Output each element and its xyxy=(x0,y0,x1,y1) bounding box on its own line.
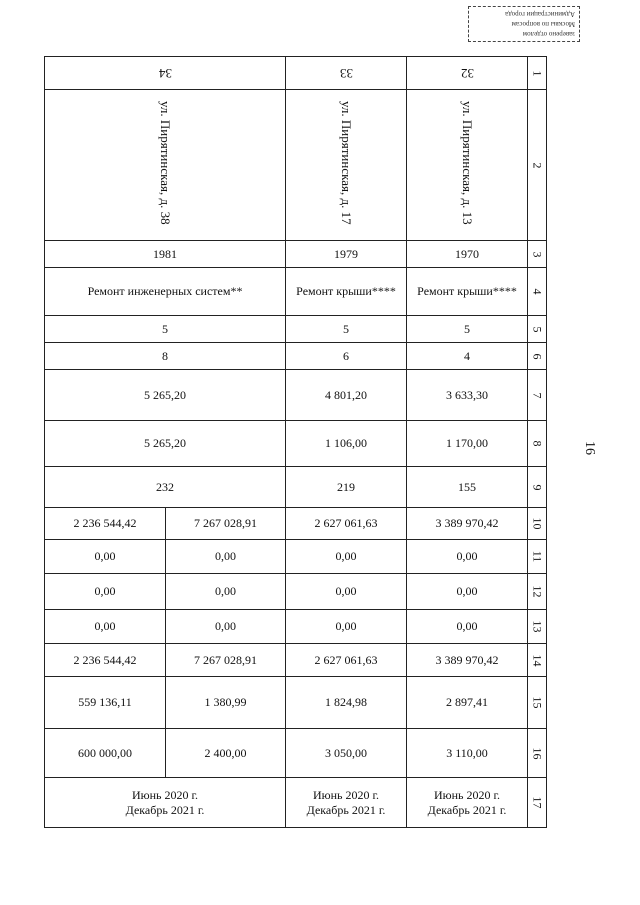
cell-value: 2 627 061,63 xyxy=(286,508,407,540)
cell-value: 0,00 xyxy=(166,610,286,644)
cell-value: 0,00 xyxy=(166,540,286,574)
cell-value: 3 389 970,42 xyxy=(407,644,528,677)
cell-value: 232 xyxy=(45,467,286,508)
cell-year: 1979 xyxy=(286,241,407,268)
table-row xyxy=(45,316,547,343)
cell-work-type: Ремонт инженерных систем** xyxy=(45,268,286,316)
cell-value: 2 236 544,42 xyxy=(45,644,166,677)
cell-value: 5 xyxy=(286,316,407,343)
cell-value: 6 xyxy=(286,343,407,370)
table-row xyxy=(45,57,547,90)
row-index: 12 xyxy=(528,574,547,610)
cell-value: 0,00 xyxy=(407,540,528,574)
table-row xyxy=(45,268,547,316)
row-index: 2 xyxy=(528,90,547,241)
cell-value: 3 389 970,42 xyxy=(407,508,528,540)
cell-value: 5 xyxy=(407,316,528,343)
cell-value: 1 824,98 xyxy=(286,677,407,729)
table-row xyxy=(45,729,547,778)
table-row xyxy=(45,610,547,644)
cell-value: 5 xyxy=(45,316,286,343)
cell-value: 559 136,11 xyxy=(45,677,166,729)
cell-value: 0,00 xyxy=(45,610,166,644)
period-end: Декабрь 2021 г. xyxy=(125,802,205,817)
cell-value: 4 xyxy=(407,343,528,370)
table-row xyxy=(45,574,547,610)
cell-value: 7 267 028,91 xyxy=(166,644,286,677)
row-index: 1 xyxy=(528,57,547,90)
certification-stamp xyxy=(468,6,580,42)
cell-period xyxy=(407,778,528,828)
cell-value: 3 110,00 xyxy=(407,729,528,778)
table-row xyxy=(45,343,547,370)
stamp-line: заверено отделом xyxy=(522,30,575,38)
stamp-line: Москвы по вопросам xyxy=(511,20,575,28)
cell-value: 2 236 544,42 xyxy=(45,508,166,540)
cell-value: 0,00 xyxy=(45,574,166,610)
cell-value: 1 106,00 xyxy=(286,421,407,467)
cell-value: 0,00 xyxy=(286,574,407,610)
table-row xyxy=(45,778,547,828)
row-index: 4 xyxy=(528,268,547,316)
stamp-line: Администрации города xyxy=(505,10,575,18)
cell-value: 4 801,20 xyxy=(286,370,407,421)
cell-value: 600 000,00 xyxy=(45,729,166,778)
row-index: 13 xyxy=(528,610,547,644)
row-index: 5 xyxy=(528,316,547,343)
housing-repair-table xyxy=(44,56,547,828)
cell-work-type: Ремонт крыши**** xyxy=(286,268,407,316)
row-index: 9 xyxy=(528,467,547,508)
period-start: Июнь 2020 г. xyxy=(312,787,380,802)
cell-period xyxy=(286,778,407,828)
cell-value: 3 633,30 xyxy=(407,370,528,421)
cell-house-number: 34 xyxy=(45,57,286,90)
period-start: Июнь 2020 г. xyxy=(131,787,199,802)
cell-value: 5 265,20 xyxy=(45,370,286,421)
cell-work-type: Ремонт крыши**** xyxy=(407,268,528,316)
cell-value: 2 897,41 xyxy=(407,677,528,729)
cell-value: 5 265,20 xyxy=(45,421,286,467)
cell-value: 1 170,00 xyxy=(407,421,528,467)
cell-address: ул. Пирятинская, д. 17 xyxy=(286,90,407,241)
cell-period xyxy=(45,778,286,828)
table-row xyxy=(45,241,547,268)
cell-value: 0,00 xyxy=(286,540,407,574)
cell-value: 0,00 xyxy=(407,610,528,644)
cell-house-number: 33 xyxy=(286,57,407,90)
cell-value: 1 380,99 xyxy=(166,677,286,729)
cell-house-number: 32 xyxy=(407,57,528,90)
table-row xyxy=(45,644,547,677)
period-end: Декабрь 2021 г. xyxy=(427,802,507,817)
cell-value: 0,00 xyxy=(45,540,166,574)
table-row xyxy=(45,540,547,574)
table-row xyxy=(45,421,547,467)
cell-value: 0,00 xyxy=(286,610,407,644)
cell-value: 155 xyxy=(407,467,528,508)
cell-value: 2 627 061,63 xyxy=(286,644,407,677)
cell-value: 2 400,00 xyxy=(166,729,286,778)
table-row xyxy=(45,677,547,729)
row-index: 17 xyxy=(528,778,547,828)
row-index: 11 xyxy=(528,540,547,574)
cell-value: 8 xyxy=(45,343,286,370)
row-index: 6 xyxy=(528,343,547,370)
row-index: 7 xyxy=(528,370,547,421)
table-row xyxy=(45,467,547,508)
table-row xyxy=(45,508,547,540)
cell-year: 1981 xyxy=(45,241,286,268)
period-start: Июнь 2020 г. xyxy=(433,787,501,802)
table-row xyxy=(45,370,547,421)
cell-value: 0,00 xyxy=(407,574,528,610)
row-index: 3 xyxy=(528,241,547,268)
cell-year: 1970 xyxy=(407,241,528,268)
row-index: 15 xyxy=(528,677,547,729)
cell-value: 3 050,00 xyxy=(286,729,407,778)
cell-address: ул. Пирятинская, д. 13 xyxy=(407,90,528,241)
table-row xyxy=(45,90,547,241)
row-index: 16 xyxy=(528,729,547,778)
row-index: 14 xyxy=(528,644,547,677)
cell-value: 219 xyxy=(286,467,407,508)
page-number: 16 xyxy=(582,441,597,455)
period-end: Декабрь 2021 г. xyxy=(306,802,386,817)
row-index: 10 xyxy=(528,508,547,540)
cell-value: 7 267 028,91 xyxy=(166,508,286,540)
cell-address: ул. Пирятинская, д. 38 xyxy=(45,90,286,241)
row-index: 8 xyxy=(528,421,547,467)
cell-value: 0,00 xyxy=(166,574,286,610)
